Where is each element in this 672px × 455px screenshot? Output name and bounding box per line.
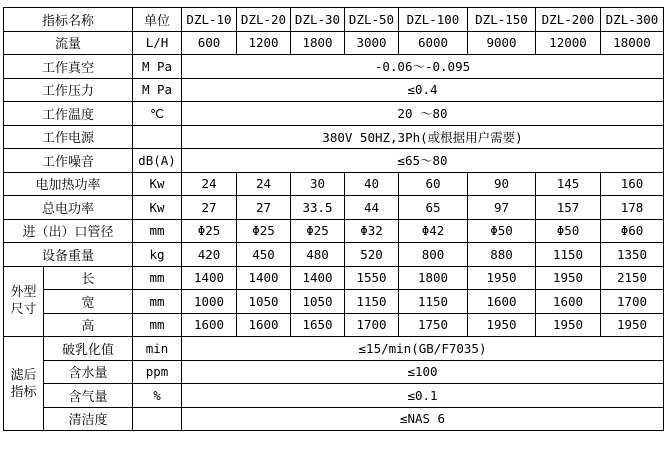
temperature-row <box>4 102 664 126</box>
value-cell: 1050 <box>237 290 291 314</box>
row-unit: mm <box>133 290 182 314</box>
demulsification-row <box>4 337 664 361</box>
value-cell: 1800 <box>399 266 468 290</box>
value-cell: Φ32 <box>345 219 399 243</box>
model-header: DZL-200 <box>536 8 601 32</box>
value-cell: 1200 <box>237 31 291 55</box>
value-cell: 2150 <box>601 266 664 290</box>
row-unit: dB(A) <box>133 149 182 173</box>
row-unit: mm <box>133 313 182 337</box>
value-cell: 1400 <box>237 266 291 290</box>
merged-value-cell: 380V 50HZ,3Ph(或根据用户需要) <box>182 125 664 149</box>
row-label: 工作温度 <box>4 102 133 126</box>
power-supply-row <box>4 125 664 149</box>
row-unit: mm <box>133 219 182 243</box>
value-cell: 24 <box>182 172 237 196</box>
flow-row <box>4 31 664 55</box>
value-cell: 145 <box>536 172 601 196</box>
row-unit: ppm <box>133 360 182 384</box>
row-label: 清洁度 <box>44 407 133 431</box>
value-cell: 40 <box>345 172 399 196</box>
value-cell: 600 <box>182 31 237 55</box>
merged-value-cell: -0.06～-0.095 <box>182 55 664 79</box>
model-header: DZL-300 <box>601 8 664 32</box>
value-cell: 60 <box>399 172 468 196</box>
header-row <box>4 8 664 32</box>
value-cell: 1600 <box>237 313 291 337</box>
value-cell: 420 <box>182 243 237 267</box>
value-cell: 3000 <box>345 31 399 55</box>
length-row <box>4 266 664 290</box>
dimensions-group-label <box>4 266 44 337</box>
group-label-line: 外型 <box>10 285 37 301</box>
vacuum-row <box>4 55 664 79</box>
row-unit: M Pa <box>133 78 182 102</box>
value-cell: 9000 <box>468 31 536 55</box>
value-cell: 1350 <box>601 243 664 267</box>
header-name: 指标名称 <box>4 8 133 32</box>
value-cell: 30 <box>291 172 345 196</box>
value-cell: 1950 <box>468 266 536 290</box>
row-unit <box>133 407 182 431</box>
value-cell: Φ25 <box>291 219 345 243</box>
value-cell: 1400 <box>291 266 345 290</box>
row-label: 宽 <box>44 290 133 314</box>
value-cell: 27 <box>237 196 291 220</box>
spec-table <box>3 7 664 431</box>
height-row <box>4 313 664 337</box>
value-cell: 24 <box>237 172 291 196</box>
value-cell: 520 <box>345 243 399 267</box>
row-unit: % <box>133 384 182 408</box>
row-unit: ℃ <box>133 102 182 126</box>
value-cell: 1700 <box>601 290 664 314</box>
row-unit: L/H <box>133 31 182 55</box>
pipe-diameter-row <box>4 219 664 243</box>
group-label-line: 指标 <box>10 384 37 400</box>
merged-value-cell: ≤0.4 <box>182 78 664 102</box>
value-cell: Φ50 <box>536 219 601 243</box>
row-label: 含水量 <box>44 360 133 384</box>
pressure-row <box>4 78 664 102</box>
merged-value-cell: 20 ～80 <box>182 102 664 126</box>
value-cell: 1950 <box>601 313 664 337</box>
value-cell: 1550 <box>345 266 399 290</box>
value-cell: 1950 <box>536 266 601 290</box>
row-label: 电加热功率 <box>4 172 133 196</box>
row-label: 工作电源 <box>4 125 133 149</box>
row-unit: Kw <box>133 172 182 196</box>
value-cell: 178 <box>601 196 664 220</box>
row-unit: Kw <box>133 196 182 220</box>
header-unit: 单位 <box>133 8 182 32</box>
merged-value-cell: ≤15/min(GB/F7035) <box>182 337 664 361</box>
value-cell: 1650 <box>291 313 345 337</box>
value-cell: 1150 <box>399 290 468 314</box>
total-power-row <box>4 196 664 220</box>
value-cell: 44 <box>345 196 399 220</box>
merged-value-cell: ≤0.1 <box>182 384 664 408</box>
model-header: DZL-100 <box>399 8 468 32</box>
row-label: 长 <box>44 266 133 290</box>
model-header: DZL-50 <box>345 8 399 32</box>
width-row <box>4 290 664 314</box>
merged-value-cell: ≤NAS 6 <box>182 407 664 431</box>
value-cell: Φ25 <box>182 219 237 243</box>
model-header: DZL-10 <box>182 8 237 32</box>
group-label-line: 滤后 <box>10 367 37 383</box>
model-header: DZL-150 <box>468 8 536 32</box>
filtered-group-label <box>4 337 44 431</box>
row-unit <box>133 125 182 149</box>
noise-row <box>4 149 664 173</box>
row-unit: min <box>133 337 182 361</box>
value-cell: 1950 <box>536 313 601 337</box>
value-cell: 1800 <box>291 31 345 55</box>
value-cell: 1050 <box>291 290 345 314</box>
value-cell: 65 <box>399 196 468 220</box>
gas-content-row <box>4 384 664 408</box>
value-cell: 480 <box>291 243 345 267</box>
value-cell: 6000 <box>399 31 468 55</box>
heating-power-row <box>4 172 664 196</box>
weight-row <box>4 243 664 267</box>
value-cell: 800 <box>399 243 468 267</box>
row-unit: M Pa <box>133 55 182 79</box>
value-cell: 1950 <box>468 313 536 337</box>
value-cell: 90 <box>468 172 536 196</box>
value-cell: Φ25 <box>237 219 291 243</box>
cleanliness-row <box>4 407 664 431</box>
value-cell: 1750 <box>399 313 468 337</box>
value-cell: 1600 <box>182 313 237 337</box>
row-label: 工作噪音 <box>4 149 133 173</box>
value-cell: Φ60 <box>601 219 664 243</box>
group-label-line: 尺寸 <box>10 302 37 318</box>
water-content-row <box>4 360 664 384</box>
row-label: 工作压力 <box>4 78 133 102</box>
row-label: 总电功率 <box>4 196 133 220</box>
value-cell: 1600 <box>468 290 536 314</box>
value-cell: 1600 <box>536 290 601 314</box>
merged-value-cell: ≤100 <box>182 360 664 384</box>
value-cell: 18000 <box>601 31 664 55</box>
row-unit: kg <box>133 243 182 267</box>
row-label: 工作真空 <box>4 55 133 79</box>
row-label: 设备重量 <box>4 243 133 267</box>
value-cell: 1700 <box>345 313 399 337</box>
value-cell: 1150 <box>536 243 601 267</box>
value-cell: 157 <box>536 196 601 220</box>
row-label: 高 <box>44 313 133 337</box>
value-cell: Φ50 <box>468 219 536 243</box>
row-unit: mm <box>133 266 182 290</box>
value-cell: 1400 <box>182 266 237 290</box>
model-header: DZL-20 <box>237 8 291 32</box>
row-label: 进（出）口管径 <box>4 219 133 243</box>
value-cell: 1150 <box>345 290 399 314</box>
value-cell: 160 <box>601 172 664 196</box>
value-cell: 450 <box>237 243 291 267</box>
value-cell: 12000 <box>536 31 601 55</box>
row-label: 流量 <box>4 31 133 55</box>
value-cell: 880 <box>468 243 536 267</box>
value-cell: 33.5 <box>291 196 345 220</box>
model-header: DZL-30 <box>291 8 345 32</box>
value-cell: 1000 <box>182 290 237 314</box>
value-cell: Φ42 <box>399 219 468 243</box>
row-label: 破乳化值 <box>44 337 133 361</box>
value-cell: 27 <box>182 196 237 220</box>
value-cell: 97 <box>468 196 536 220</box>
row-label: 含气量 <box>44 384 133 408</box>
merged-value-cell: ≤65～80 <box>182 149 664 173</box>
